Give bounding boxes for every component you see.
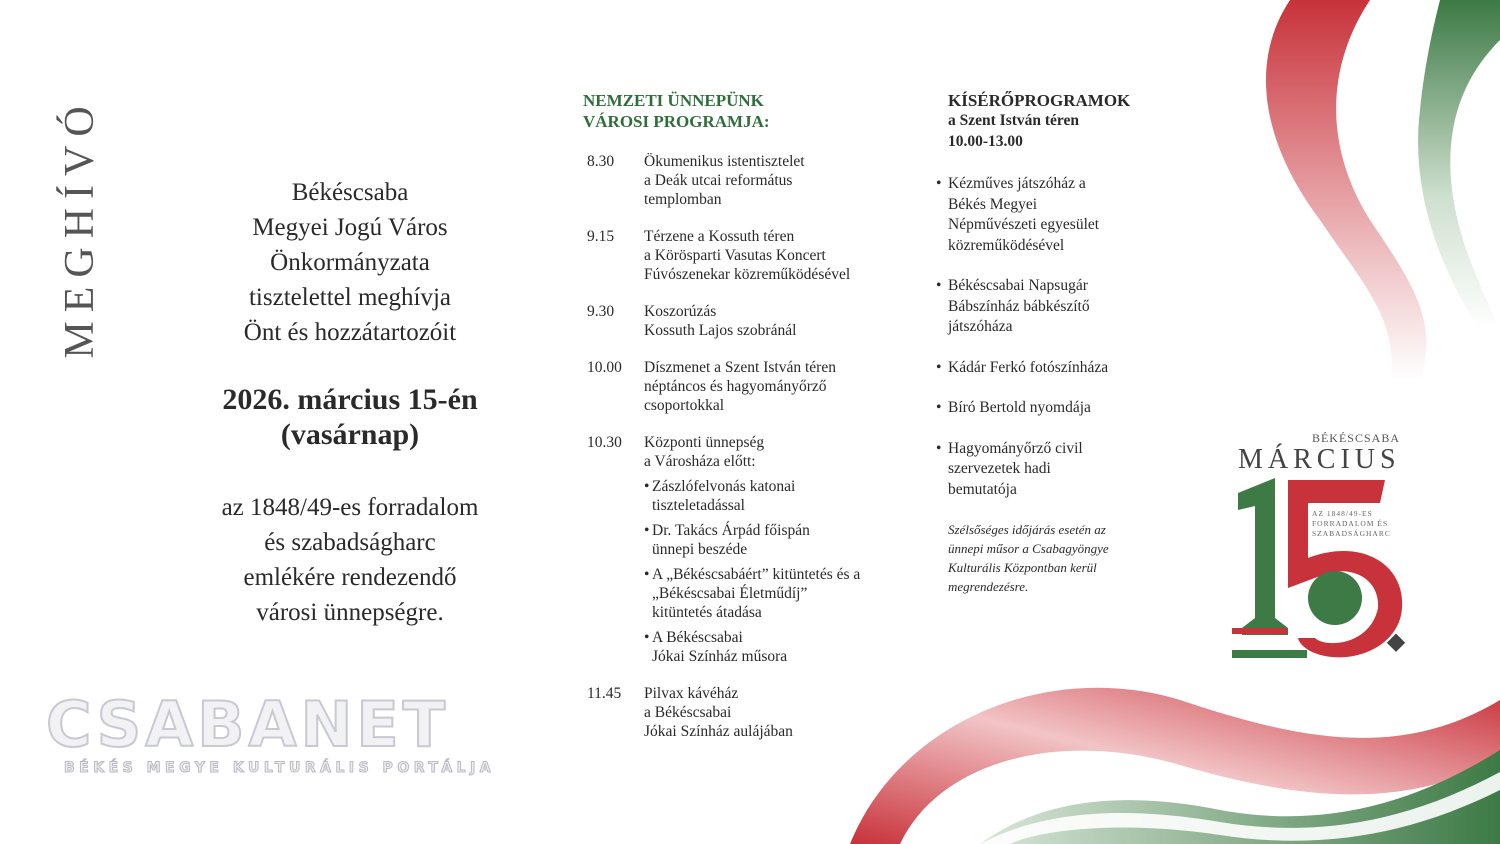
program-line: a Városháza előtt: [644,453,756,470]
program-subitem [644,521,860,559]
side-programs-title: KÍSÉRŐPROGRAMOK [948,91,1131,110]
side-program-item [948,174,1158,256]
ribbon-green-top [1418,0,1500,330]
program-line: Fúvószenekar közreműködésével [644,266,851,283]
subitem-line: kitüntetés átadása [652,604,762,621]
subitem-text [652,565,860,622]
side-program-line: • Kézműves játszóház a [948,175,1086,192]
program-description [644,152,805,209]
weather-note [948,520,1158,596]
weekday-line: (vasárnap) [280,418,420,451]
logo-digit-one [1238,478,1288,635]
program-line: Ökumenikus istentisztelet [644,153,805,170]
note-line: Kulturális Központban kerül [948,560,1097,575]
program-time: 9.15 [587,228,615,245]
invitation-intro [170,175,530,350]
subitem-line: A Békéscsabai [652,629,743,646]
program-line: a Békéscsabai [644,704,732,721]
side-program-item [948,398,1158,419]
program-time: 8.30 [587,153,615,170]
csabanet-watermark [46,690,546,776]
side-programs-location: a Szent István téren [948,112,1080,129]
logo-caption: SZABADSÁGHARC [1312,529,1391,538]
intro-line: Megyei Jogú Város [252,214,448,241]
program-time: 10.30 [587,434,622,451]
ribbon-red-top [1266,0,1426,380]
side-program-item [948,439,1158,501]
program-item [583,152,903,209]
program-subitem [644,565,860,622]
program-description [644,227,850,284]
purpose-line: emlékére rendezendő [243,564,457,591]
program-line: templomban [644,191,722,208]
program-line: Jókai Színház aulájában [644,723,793,740]
program-title-line: VÁROSI PROGRAMJA: [583,112,770,131]
program-line: Központi ünnepség [644,434,765,451]
side-program-line: • Kádár Ferkó fotószínháza [948,358,1109,376]
program-item [583,358,903,415]
program-line: Pilvax kávéház [644,685,739,702]
note-line: megrendezésre. [948,579,1029,594]
subitem-line: A „Békéscsabáért” kitüntetés és a [652,566,861,583]
side-program-line: • Békéscsabai Napsugár [948,277,1088,294]
program-line: Koszorúzás [644,303,717,320]
bullet-icon: • [644,566,650,583]
purpose-line: városi ünnepségre. [256,599,444,626]
program-item [583,433,903,666]
side-programs-list [948,174,1158,500]
program-list [583,152,903,741]
watermark-name: CSABANET [46,688,450,761]
side-program-line: • Hagyományőrző civil [948,439,1083,457]
program-column [583,90,903,759]
side-program-line: Bábszínház bábkészítő [948,297,1090,315]
side-program-line: szervezetek hadi [948,460,1051,477]
purpose-line: és szabadságharc [264,529,436,556]
program-line: Kossuth Lajos szobránál [644,322,797,339]
purpose-line: az 1848/49-es forradalom [221,494,479,521]
subitem-line: tiszteletadással [652,497,745,514]
program-item [583,302,903,340]
side-program-line: Békés Megyei [948,195,1038,213]
side-program-line: Népművészeti egyesület [948,216,1100,233]
program-description [644,433,860,666]
subitem-line: Zászlófelvonás katonai [652,478,796,495]
side-program-line: • Bíró Bertold nyomdája [948,399,1091,416]
logo-caption: FORRADALOM ÉS [1312,519,1389,528]
watermark-tagline: BÉKÉS MEGYE KULTURÁLIS PORTÁLJA [64,760,496,776]
bullet-icon: • [644,522,650,539]
program-description [644,358,836,415]
event-purpose [170,490,530,630]
program-item [583,684,903,741]
bullet-icon: • [644,478,650,495]
program-item [583,227,903,284]
intro-line: tisztelettel meghívja [248,284,451,311]
intro-line: Békéscsaba [291,179,409,206]
program-line: a Deák utcai református [644,172,793,189]
intro-line: Önt és hozzátartozóit [243,319,457,346]
subitem-text [652,477,795,515]
subitem-line: Dr. Takács Árpád főispán [652,522,810,539]
logo-circle [1308,571,1362,625]
logo-city: BÉKÉSCSABA [1311,431,1400,445]
program-time: 10.00 [587,359,622,376]
subitem-text [652,521,810,559]
side-program-line: bemutatója [948,480,1017,498]
invitation-title: MEGHÍVÓ [57,97,103,359]
subitem-line: Jókai Színház műsora [652,648,788,665]
logo-caption: AZ 1848/49-ES [1312,509,1373,518]
side-program-item [948,276,1158,338]
logo-month: MÁRCIUS [1238,444,1401,475]
bullet-icon: • [644,629,650,646]
program-line: Díszmenet a Szent István téren [644,359,836,376]
program-line: csoportokkal [644,397,725,414]
side-program-item [948,358,1158,379]
program-title-line: NEMZETI ÜNNEPÜNK [583,91,764,110]
marcius-15-logo [1230,428,1410,663]
program-subitem [644,628,860,666]
logo-digit-five [1288,480,1402,657]
note-line: ünnepi műsor a Csabagyöngye [948,541,1109,556]
intro-line: Önkormányzata [270,249,430,276]
subitem-line: „Békéscsabai Életműdíj” [652,585,808,602]
program-time: 9.30 [587,303,615,320]
program-description [644,302,796,340]
program-description [644,684,793,741]
program-subitem [644,477,860,515]
side-program-line: játszóháza [948,318,1013,335]
program-time: 11.45 [587,685,622,702]
event-date [170,382,530,452]
program-line: a Körösparti Vasutas Koncert [644,247,826,264]
subitem-line: ünnepi beszéde [652,541,748,558]
date-line: 2026. március 15-én [222,383,478,416]
side-programs-column [948,90,1158,596]
program-line: néptáncos és hagyományőrző [644,378,827,395]
program-title [583,90,903,132]
subitem-text [652,628,787,666]
note-line: Szélsőséges időjárás esetén az [948,522,1106,537]
side-program-line: közreműködésével [948,236,1065,254]
program-line: Térzene a Kossuth téren [644,228,795,245]
side-programs-time: 10.00-13.00 [948,132,1023,150]
